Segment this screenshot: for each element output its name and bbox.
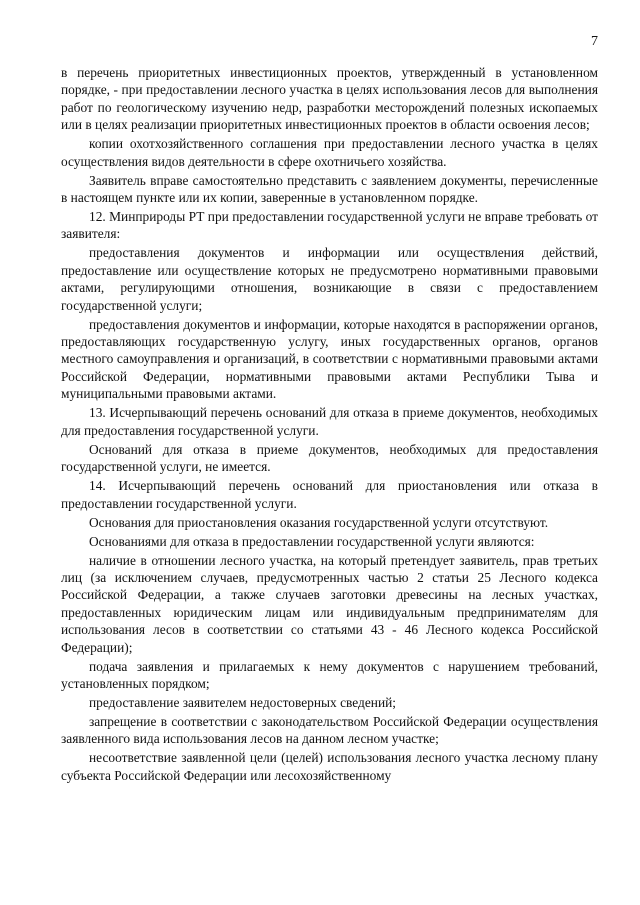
paragraph-third-party-rights: наличие в отношении лесного участка, на который претендует заявитель, прав третьих лиц (за исключением случаев, предусмотренных частью 2 статьи 25 Лесного кодекса Российской Федерации, а также случаев заготовки древесины на лесных участках, предоставленных юридическим лицам или индивидуальным предпринимателям для использования лесов в соответствии со статьями 43 - 46 Лесного кодекса Российской Федерации); — [61, 552, 598, 655]
paragraph-refusal-grounds: Основаниями для отказа в предоставлении государственной услуги являются: — [89, 533, 535, 549]
paragraph-hunting-agreement: копии охотхозяйственного соглашения при предоставлении лесного участка в целях осуществления видов деятельности в сфере охотничьего хозяйства. — [61, 136, 598, 169]
paragraph-legal-prohibition: запрещение в соответствии с законодательством Российской Федерации осуществления заявленного вида использования лесов на данном лесном участке; — [61, 713, 598, 747]
paragraph-applicant-right: Заявитель вправе самостоятельно представить с заявлением документы, перечисленные в настоящем пункте или их копии, заверенные в установленном порядке. — [61, 172, 598, 206]
paragraph-no-suspension-grounds: Основания для приостановления оказания государственной услуги отсутствуют. — [89, 514, 549, 530]
document-body — [61, 64, 598, 786]
page-number: 7 — [591, 34, 598, 49]
paragraph-priority-projects: в перечень приоритетных инвестиционных проектов, утвержденный в установленном порядке, - при предоставлении лесного участка в целях использования лесов для выполнения работ по геологическому изучению недр, разработки месторождений полезных ископаемых или в целях реализации приоритетных инвестиционных проектов в области освоения лесов; — [61, 65, 598, 133]
paragraph-item-13: 13. Исчерпывающий перечень оснований для отказа в приеме документов, необходимых для предоставления государственной услуги. — [61, 405, 598, 438]
paragraph-item-14: 14. Исчерпывающий перечень оснований для приостановления или отказа в предоставлении государственной услуги. — [61, 478, 598, 511]
paragraph-forest-plan-mismatch: несоответствие заявленной цели (целей) использования лесного участка лесному плану субъекта Российской Федерации или лесохозяйственному — [61, 750, 598, 783]
paragraph-documents-in-possession: предоставления документов и информации, которые находятся в распоряжении органов, предоставляющих государственную услугу, иных государственных органов, органов местного самоуправления и организаций, в соответствии с нормативными правовыми актами Российской Федерации, нормативными правовыми актами Республики Тыва и муниципальными правовыми актами. — [61, 316, 598, 402]
paragraph-no-refusal-grounds: Оснований для отказа в приеме документов, необходимых для предоставления государственной услуги, не имеется. — [61, 441, 598, 475]
paragraph-false-information: предоставление заявителем недостоверных сведений; — [89, 694, 396, 710]
paragraph-documents-not-required: предоставления документов и информации или осуществления действий, предоставление или осуществление которых не предусмотрено нормативными правовыми актами, регулирующими отношения, возникающие в связи с предоставлением государственной услуги; — [61, 245, 598, 313]
paragraph-item-12: 12. Минприроды РТ при предоставлении государственной услуги не вправе требовать от заявителя: — [61, 209, 598, 242]
paragraph-filing-violation: подача заявления и прилагаемых к нему документов с нарушением требований, установленных порядком; — [61, 658, 598, 691]
